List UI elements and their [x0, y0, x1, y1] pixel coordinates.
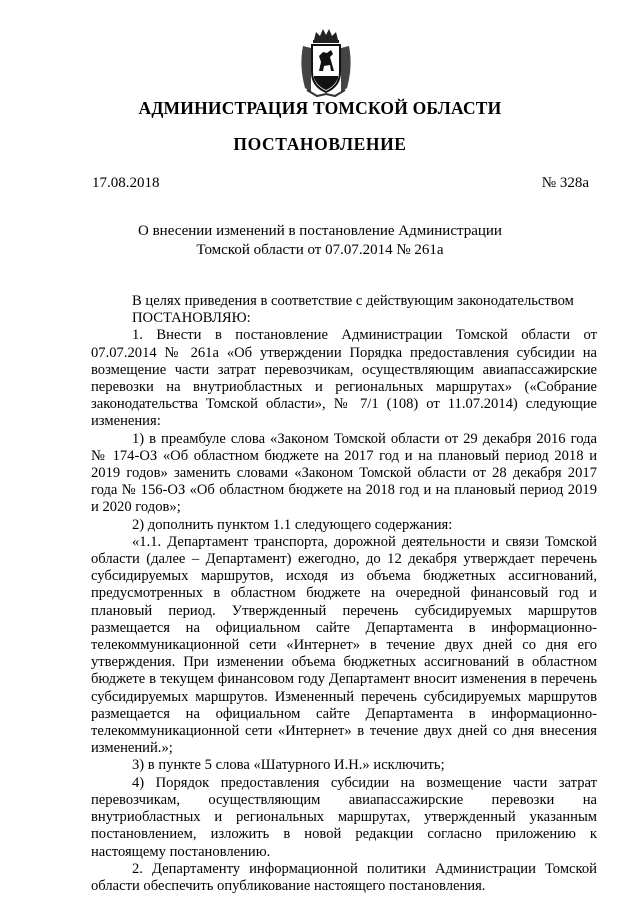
paragraph-1-item-1: 1) в преамбуле слова «Законом Томской области от 29 декабря 2016 года № 174-ОЗ «Об областном бюджете на 2017 год и на плановый период 2018 и 2019 годов» заменить словами «Законом Томской области от 28 декабря 2017 года № 156-ОЗ «Об областном бюджете на 2018 год и на плановый период 2019 и 2020 годов»; [91, 430, 597, 516]
document-subject [0, 222, 640, 260]
subject-line-2: Томской области от 07.07.2014 № 261а [196, 242, 444, 258]
document-body [91, 293, 597, 895]
document-type-title: ПОСТАНОВЛЕНИЕ [233, 134, 407, 154]
coat-of-arms-icon [297, 26, 355, 98]
paragraph-1-item-4: 4) Порядок предоставления субсидии на возмещение части затрат перевозчикам, осуществляющим авиапассажирские перевозки на внутриобластных и региональных маршрутах, утвержденный указанным постановлением, изложить в новой редакции согласно приложению к настоящему постановлению. [91, 774, 597, 860]
paragraph-1: 1. Внести в постановление Администрации Томской области от 07.07.2014 № 261а «Об утверждении Порядка предоставления субсидии на возмещение части затрат перевозчикам, осуществляющим авиапассажирские перевозки на внутриобластных и региональных маршрутах» («Собрание законодательства Томской области», № 7/1 (108) от 11.07.2014) следующие изменения: [91, 327, 597, 430]
organization-title: АДМИНИСТРАЦИЯ ТОМСКОЙ ОБЛАСТИ [138, 98, 502, 118]
preamble-paragraph: В целях приведения в соответствие с действующим законодательством [132, 293, 574, 309]
paragraph-1-item-2: 2) дополнить пунктом 1.1 следующего содержания: [132, 516, 453, 533]
paragraph-1-item-2-text: «1.1. Департамент транспорта, дорожной деятельности и связи Томской области (далее – Департамент) ежегодно, до 12 декабря утверждает перечень субсидируемых маршрутов, исходя из объема бюджетных ассигнований, предусмотренных в областном бюджете на очередной финансовый год и плановый период. Утвержденный перечень субсидируемых маршрутов размещается на официальном сайте Департамента в информационно-телекоммуникационной сети «Интернет» в течение двух дней со дня его утверждения. При изменении объема бюджетных ассигнований в областном бюджете в текущем финансовом году Департамент вносит изменения в перечень субсидируемых маршрутов. Измененный перечень субсидируемых маршрутов размещается на официальном сайте Департамента в информационно-телекоммуникационной сети «Интернет» в течение двух дней со дня внесения изменений.»; [91, 533, 597, 757]
subject-line-1: О внесении изменений в постановление Администрации [138, 223, 502, 239]
document-date: 17.08.2018 [92, 175, 160, 191]
paragraph-1-item-3: 3) в пункте 5 слова «Шатурного И.Н.» исключить; [132, 757, 445, 774]
paragraph-2: 2. Департаменту информационной политики Администрации Томской области обеспечить опубликование настоящего постановления. [91, 860, 597, 894]
document-number: № 328а [541, 175, 589, 191]
resolve-heading: ПОСТАНОВЛЯЮ: [132, 310, 251, 327]
